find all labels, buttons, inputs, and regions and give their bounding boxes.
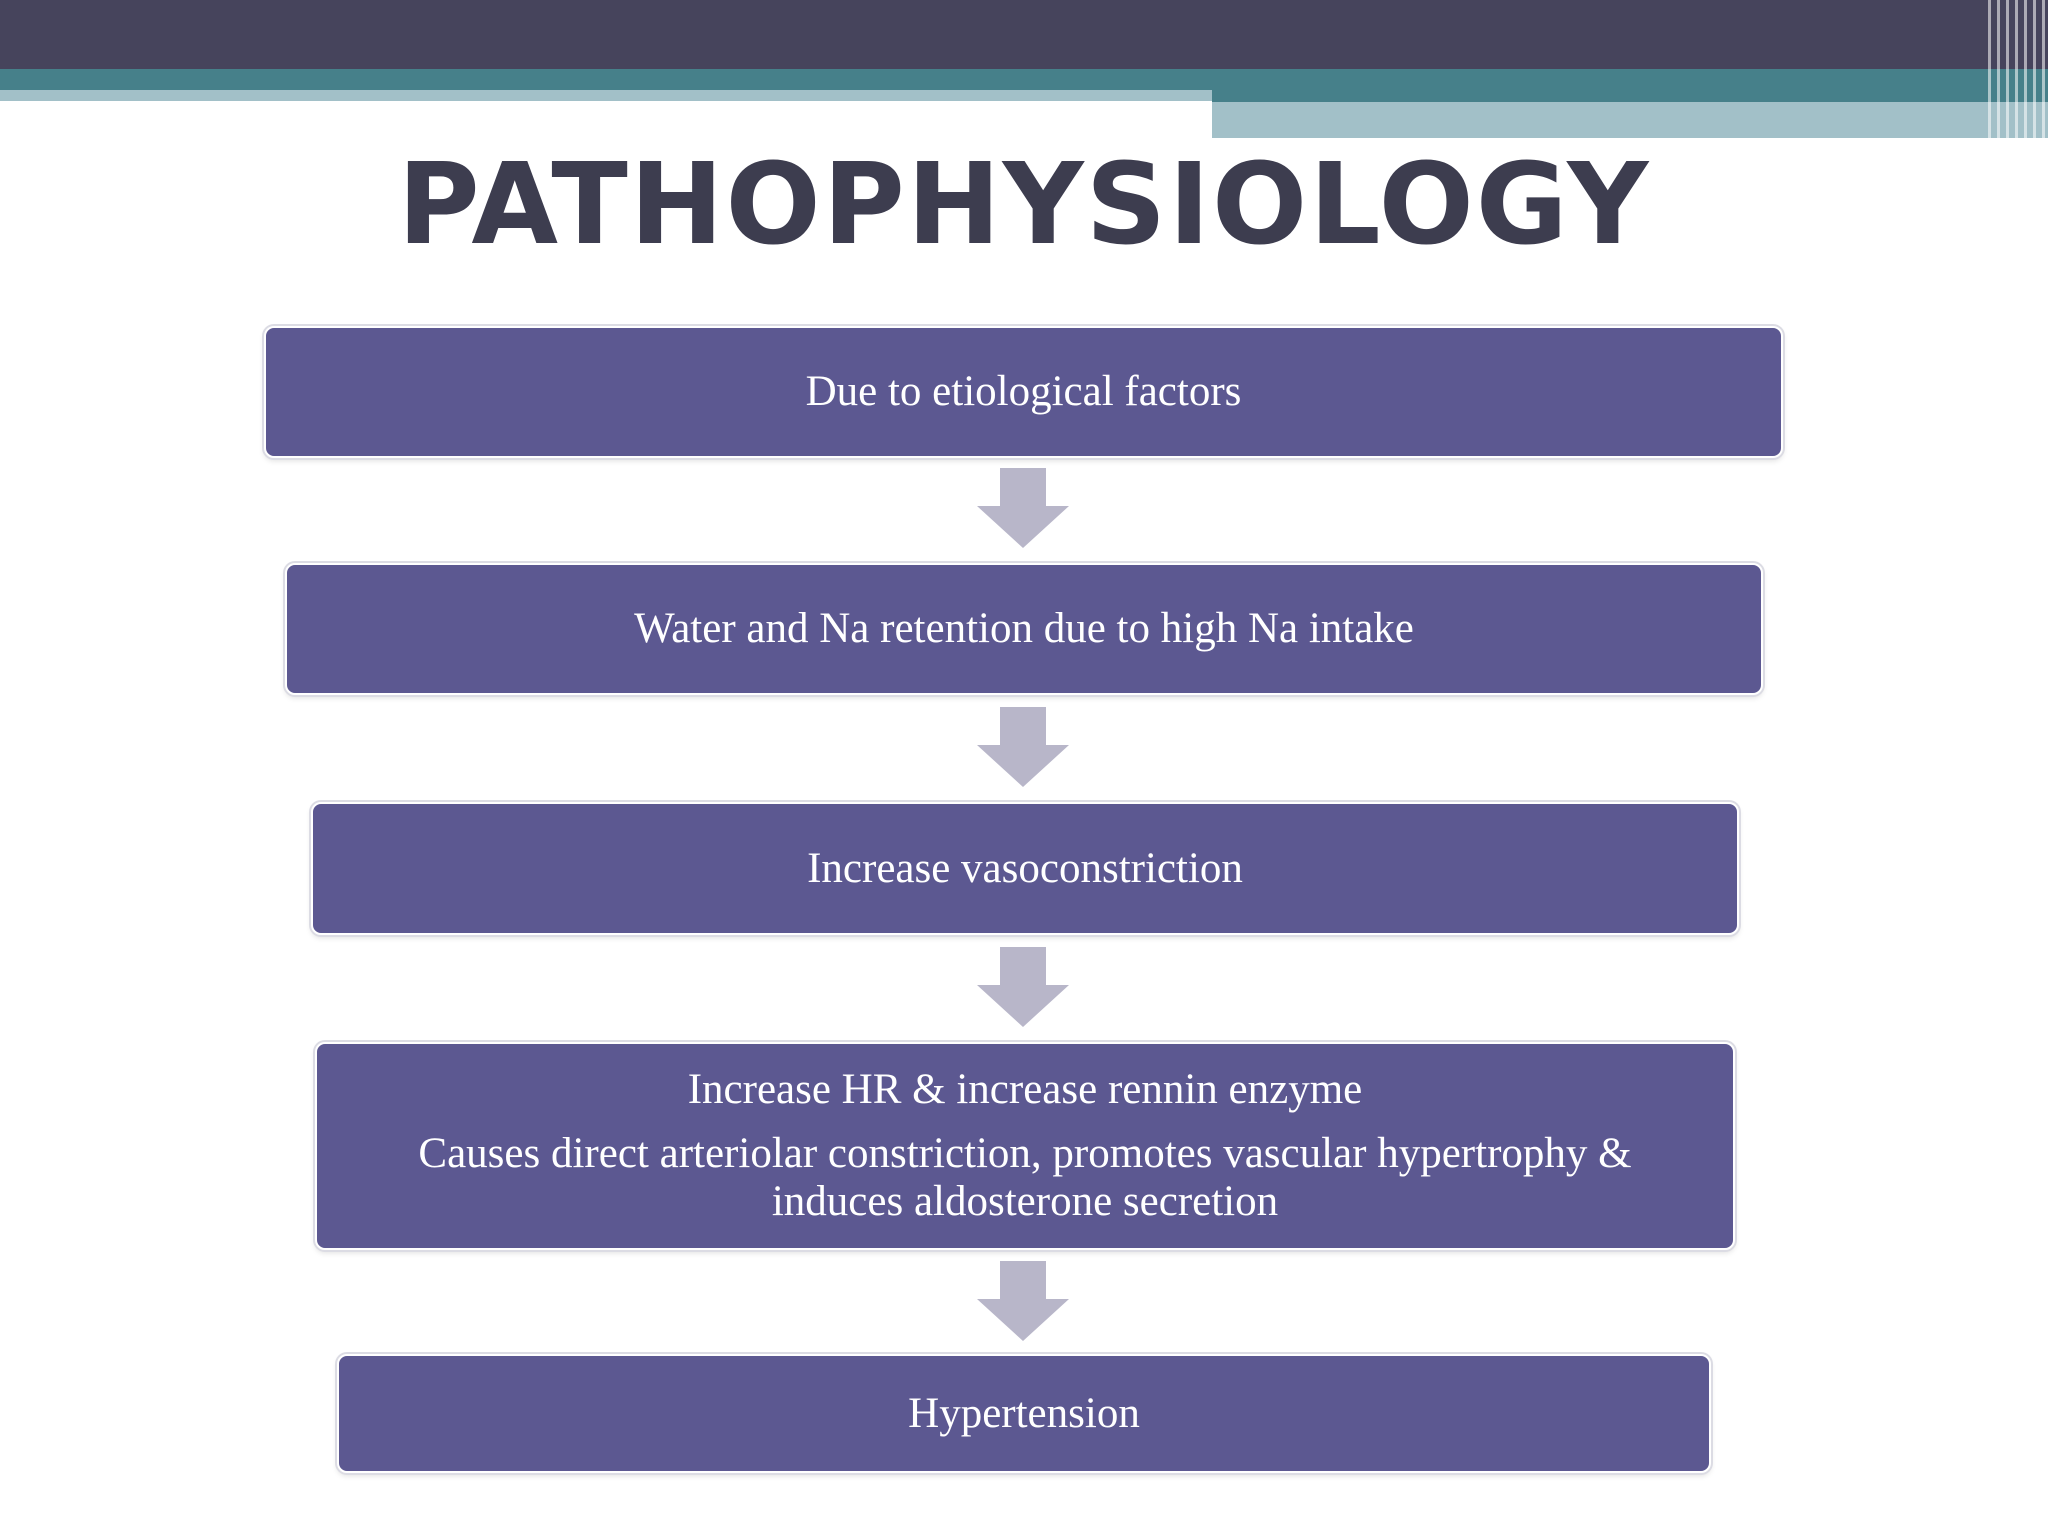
flow-step-3-text: Increase vasoconstriction	[807, 844, 1243, 892]
flow-step-1	[264, 326, 1783, 458]
flow-step-4-text: Increase HR & increase rennin enzyme	[687, 1066, 1363, 1113]
down-arrow-icon	[977, 707, 1069, 787]
down-arrow-icon	[977, 468, 1069, 548]
header-band-dark	[0, 0, 2048, 69]
flow-step-2-text: Water and Na retention due to high Na intake	[634, 605, 1414, 652]
flow-step-1-text: Due to etiological factors	[805, 368, 1242, 415]
flow-step-3	[311, 802, 1739, 935]
header-stripes	[1988, 0, 2048, 138]
header-band-light-right	[1212, 102, 2048, 138]
flow-step-4	[315, 1042, 1735, 1250]
flow-step-5	[337, 1354, 1711, 1473]
flow-step-2	[285, 563, 1763, 695]
down-arrow-icon	[977, 1261, 1069, 1341]
down-arrow-icon	[977, 947, 1069, 1027]
header-band-light-left	[0, 90, 1212, 101]
flow-step-5-text: Hypertension	[908, 1389, 1140, 1437]
flow-step-4-detail: Causes direct arteriolar constriction, promotes vascular hypertrophy & induces aldosterone secretion	[418, 1130, 1632, 1225]
header-band-teal	[0, 69, 2048, 90]
slide-title: PATHOPHYSIOLOGY	[397, 140, 1651, 270]
header-band-teal-right	[1212, 90, 2048, 102]
